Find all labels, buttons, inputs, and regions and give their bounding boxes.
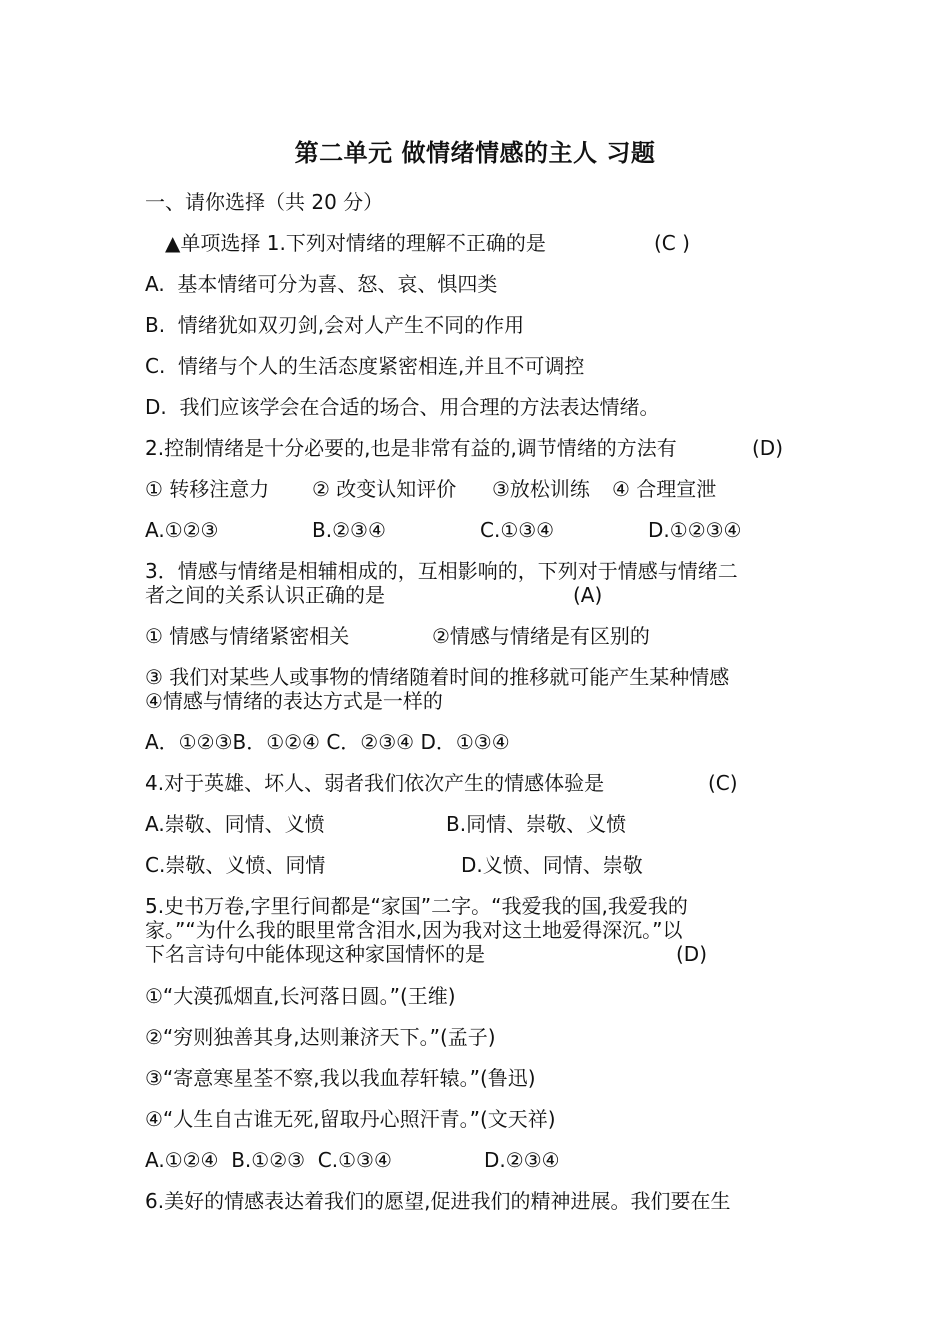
q3-item-3: ③ 我们对某些人或事物的情绪随着时间的推移就可能产生某种情感 (145, 665, 730, 689)
q3-stem-line-1: 3．情感与情绪是相辅相成的，互相影响的，下列对于情感与情绪二 (145, 559, 738, 583)
q5-item-2: ②“穷则独善其身,达则兼济天下。”(孟子) (145, 1025, 496, 1049)
q5-options-abc: A.①②④ B.①②③ C.①③④ (145, 1148, 392, 1172)
q1-option-c: C. 情绪与个人的生活态度紧密相连,并且不可调控 (145, 354, 585, 378)
section-heading: 一、请你选择（共 20 分） (145, 190, 384, 214)
q4-option-b: B.同情、崇敬、义愤 (446, 812, 627, 836)
q3-options: A．①②③B．①②④ C．②③④ D．①③④ (145, 730, 510, 754)
q5-stem-line-2: 家。”“为什么我的眼里常含泪水,因为我对这土地爱得深沉。”以 (145, 918, 683, 942)
q4-option-a: A.崇敬、同情、义愤 (145, 812, 325, 836)
q2-option-a: A.①②③ (145, 518, 219, 542)
q1-option-a: A. 基本情绪可分为喜、怒、哀、惧四类 (145, 272, 498, 296)
q3-answer: (A) (573, 583, 603, 607)
q5-item-1: ①“大漠孤烟直,长河落日圆。”(王维) (145, 984, 456, 1008)
q2-item-2: ② 改变认知评价 (312, 477, 457, 501)
q5-option-d: D.②③④ (484, 1148, 560, 1172)
q3-item-4: ④情感与情绪的表达方式是一样的 (145, 689, 443, 713)
q1-answer: (C ) (654, 231, 690, 255)
q4-option-c: C.崇敬、义愤、同情 (145, 853, 326, 877)
q4-stem: 4.对于英雄、坏人、弱者我们依次产生的情感体验是 (145, 771, 605, 795)
q2-option-b: B.②③④ (312, 518, 386, 542)
q2-option-c: C.①③④ (480, 518, 555, 542)
q5-stem-line-3: 下名言诗句中能体现这种家国情怀的是 (145, 942, 485, 966)
q4-option-d: D.义愤、同情、崇敬 (461, 853, 643, 877)
page-title: 第二单元 做情绪情感的主人 习题 (294, 139, 656, 167)
q2-stem: 2.控制情绪是十分必要的,也是非常有益的,调节情绪的方法有 (145, 436, 677, 460)
q2-item-1: ① 转移注意力 (145, 477, 270, 501)
q5-stem-line-1: 5.史书万卷,字里行间都是“家国”二字。“我爱我的国,我爱我的 (145, 894, 688, 918)
q5-item-4: ④“人生自古谁无死,留取丹心照汗青。”(文天祥) (145, 1107, 556, 1131)
q1-option-d: D. 我们应该学会在合适的场合、用合理的方法表达情绪。 (145, 395, 660, 419)
q1-option-b: B. 情绪犹如双刃剑,会对人产生不同的作用 (145, 313, 525, 337)
q6-stem-line-1: 6.美好的情感表达着我们的愿望,促进我们的精神进展。我们要在生 (145, 1189, 731, 1213)
q2-item-4: ④ 合理宣泄 (612, 477, 717, 501)
q2-answer: (D) (752, 436, 784, 460)
q5-answer: (D) (676, 942, 708, 966)
q1-stem: ▲单项选择 1.下列对情绪的理解不正确的是 (165, 231, 546, 255)
q2-option-d: D.①②③④ (648, 518, 742, 542)
q4-answer: (C) (708, 771, 738, 795)
q3-stem-line-2: 者之间的关系认识正确的是 (145, 583, 385, 607)
q3-item-2: ②情感与情绪是有区别的 (432, 624, 650, 648)
q2-item-3: ③放松训练 (492, 477, 590, 501)
q3-item-1: ① 情感与情绪紧密相关 (145, 624, 350, 648)
q5-item-3: ③“寄意寒星荃不察,我以我血荐轩辕。”(鲁迅) (145, 1066, 536, 1090)
